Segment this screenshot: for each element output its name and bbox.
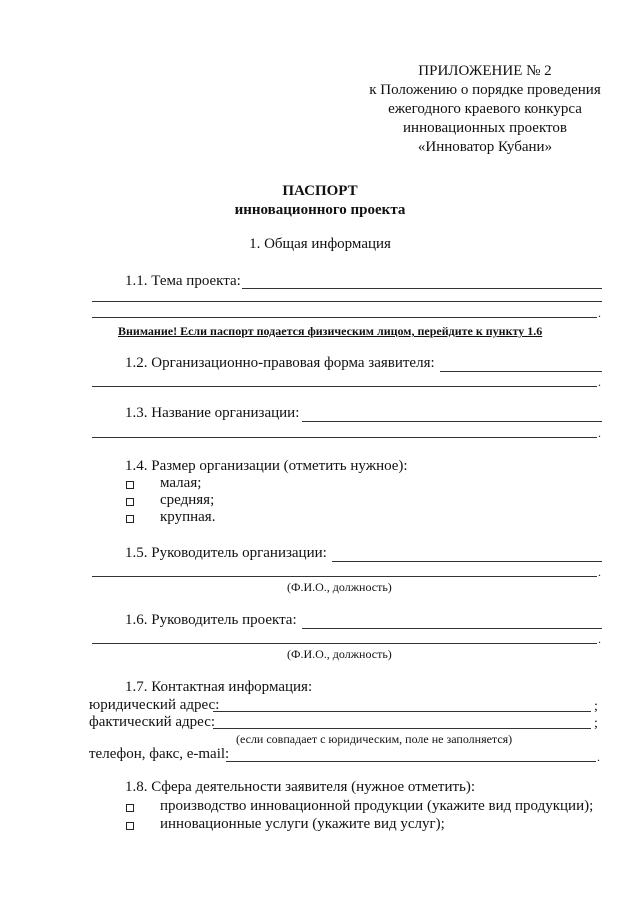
org-name-field-line-1[interactable] (302, 421, 602, 422)
project-head-field-line-2[interactable] (92, 643, 597, 644)
line-end-dot: . (598, 632, 601, 646)
line-end-dot: . (598, 375, 601, 389)
question-1-7-label: 1.7. Контактная информация: (125, 679, 313, 695)
size-option-large: крупная. (160, 509, 216, 525)
document-title: ПАСПОРТ (282, 183, 358, 199)
org-head-field-line-1[interactable] (332, 561, 602, 562)
legal-address-label: юридический адрес: (89, 697, 220, 713)
question-1-2-label: 1.2. Организационно-правовая форма заявителя: (125, 355, 435, 371)
sphere-services-checkbox[interactable] (126, 822, 134, 830)
actual-address-label: фактический адрес: (89, 714, 216, 730)
size-option-medium: средняя; (160, 492, 215, 508)
size-small-checkbox[interactable] (126, 481, 134, 489)
org-head-hint: (Ф.И.О., должность) (287, 580, 392, 594)
header-block (360, 62, 610, 157)
phone-label: телефон, факс, e-mail: (89, 746, 230, 762)
size-option-small: малая; (160, 475, 202, 491)
line-end-dot: . (597, 750, 600, 764)
org-name-field-line-2[interactable] (92, 437, 597, 438)
sphere-option-services: инновационные услуги (укажите вид услуг); (160, 816, 445, 832)
size-large-checkbox[interactable] (126, 515, 134, 523)
sphere-production-checkbox[interactable] (126, 804, 134, 812)
warning-note: Внимание! Если паспорт подается физическим лицом, перейдите к пункту 1.6 (118, 324, 543, 338)
theme-field-line-2[interactable] (92, 301, 602, 302)
actual-address-field[interactable] (213, 728, 591, 729)
legal-form-field-line-2[interactable] (92, 386, 597, 387)
question-1-4-label: 1.4. Размер организации (отметить нужное): (125, 458, 408, 474)
legal-form-field-line-1[interactable] (440, 371, 602, 372)
line-end-dot: . (598, 565, 601, 579)
actual-address-hint: (если совпадает с юридическим, поле не заполняется) (236, 732, 513, 746)
project-head-field-line-1[interactable] (302, 628, 602, 629)
question-1-3-label: 1.3. Название организации: (125, 405, 300, 421)
phone-field[interactable] (226, 761, 596, 762)
question-1-6-label: 1.6. Руководитель проекта: (125, 612, 297, 628)
theme-field-line-1[interactable] (242, 288, 602, 289)
legal-address-field[interactable] (213, 711, 591, 712)
org-head-field-line-2[interactable] (92, 576, 597, 577)
line-end-dot: . (598, 426, 601, 440)
theme-field-line-3[interactable] (92, 317, 597, 318)
section-heading: 1. Общая информация (249, 236, 391, 252)
size-medium-checkbox[interactable] (126, 498, 134, 506)
question-1-8-label: 1.8. Сфера деятельности заявителя (нужное отметить): (125, 779, 476, 795)
line-end-dot: . (598, 306, 601, 320)
header-line-4: инновационных проектов (403, 120, 567, 136)
document-subtitle: инновационного проекта (234, 202, 406, 218)
question-1-1-label: 1.1. Тема проекта: (125, 273, 241, 289)
project-head-hint: (Ф.И.О., должность) (287, 647, 392, 661)
header-line-5: «Инноватор Кубани» (417, 139, 553, 155)
header-line-3: ежегодного краевого конкурса (388, 101, 582, 117)
line-end-semicolon: ; (594, 716, 598, 731)
header-line-1: ПРИЛОЖЕНИЕ № 2 (418, 63, 552, 79)
sphere-option-production: производство инновационной продукции (укажите вид продукции); (160, 798, 594, 814)
header-line-2: к Положению о порядке проведения (369, 82, 601, 98)
question-1-5-label: 1.5. Руководитель организации: (125, 545, 327, 561)
line-end-semicolon: ; (594, 699, 598, 714)
